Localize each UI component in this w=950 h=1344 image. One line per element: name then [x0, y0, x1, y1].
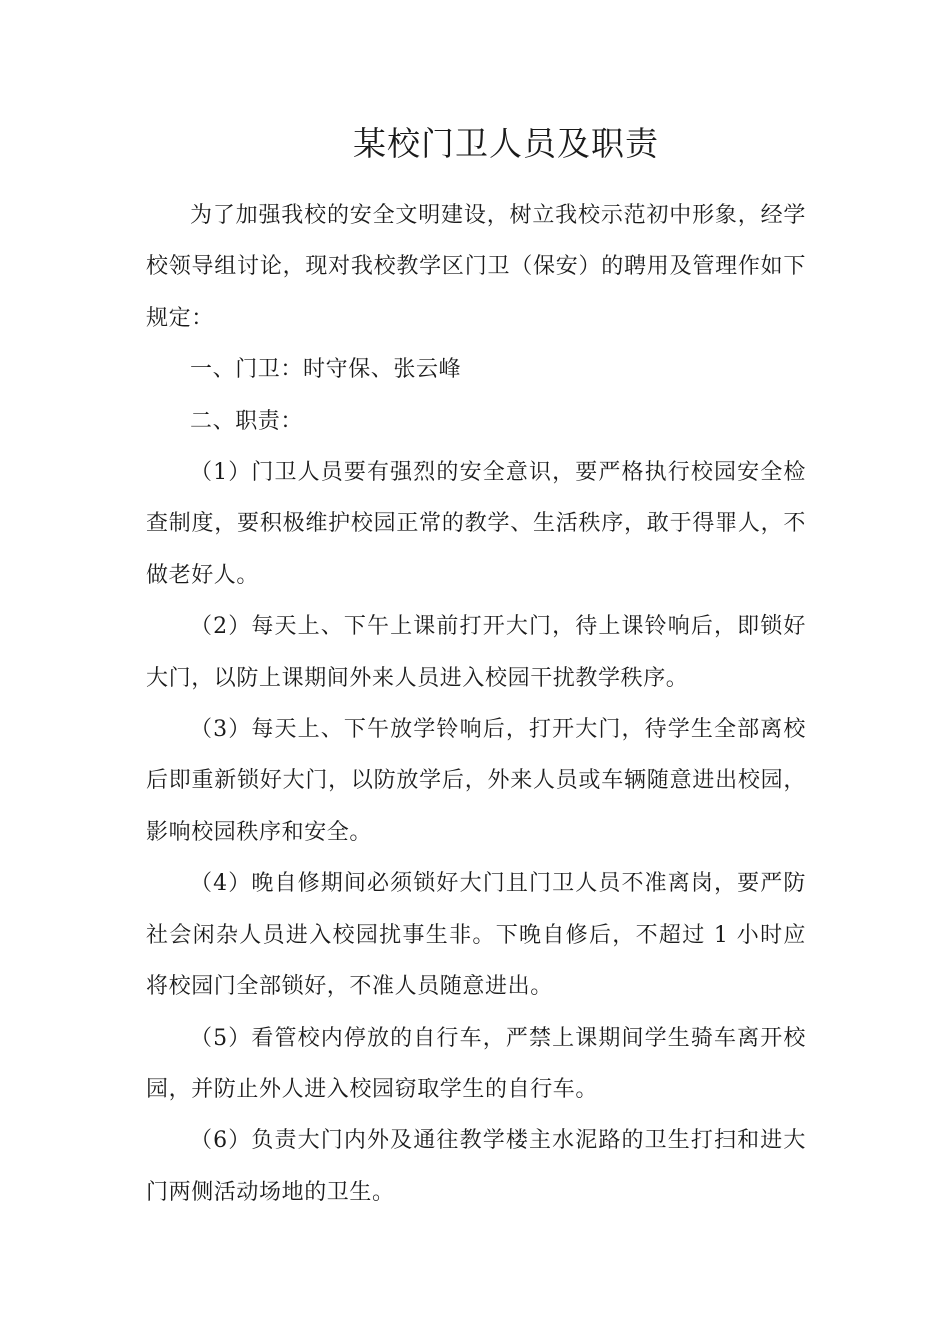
intro-paragraph: 为了加强我校的安全文明建设，树立我校示范初中形象，经学校领导组讨论，现对我校教学区门卫（保安）的聘用及管理作如下规定： — [146, 203, 806, 331]
section-guards: 一、门卫：时守保、张云峰 — [190, 357, 462, 383]
duty-item-2: （2）每天上、下午上课前打开大门，待上课铃响后，即锁好大门，以防上课期间外来人员进入校园干扰教学秩序。 — [146, 614, 806, 691]
duty-item-1: （1）门卫人员要有强烈的安全意识，要严格执行校园安全检查制度，要积极维护校园正常的教学、生活秩序，敢于得罪人，不做老好人。 — [146, 460, 806, 588]
document-body — [146, 190, 806, 1218]
duty-item-4: （4）晚自修期间必须锁好大门且门卫人员不准离岗，要严防社会闲杂人员进入校园扰事生非。下晚自修后，不超过 1 小时应将校园门全部锁好，不准人员随意进出。 — [146, 871, 806, 1000]
duty-item-5: （5）看管校内停放的自行车，严禁上课期间学生骑车离开校园，并防止外人进入校园窃取学生的自行车。 — [146, 1025, 806, 1102]
document-title: 某校门卫人员及职责 — [353, 124, 659, 163]
duty-item-6: （6）负责大门内外及通往教学楼主水泥路的卫生打扫和进大门两侧活动场地的卫生。 — [146, 1128, 806, 1205]
section-duties-heading: 二、职责： — [190, 408, 304, 434]
duty-item-3: （3）每天上、下午放学铃响后，打开大门，待学生全部离校后即重新锁好大门，以防放学后，外来人员或车辆随意进出校园，影响校园秩序和安全。 — [146, 717, 806, 845]
